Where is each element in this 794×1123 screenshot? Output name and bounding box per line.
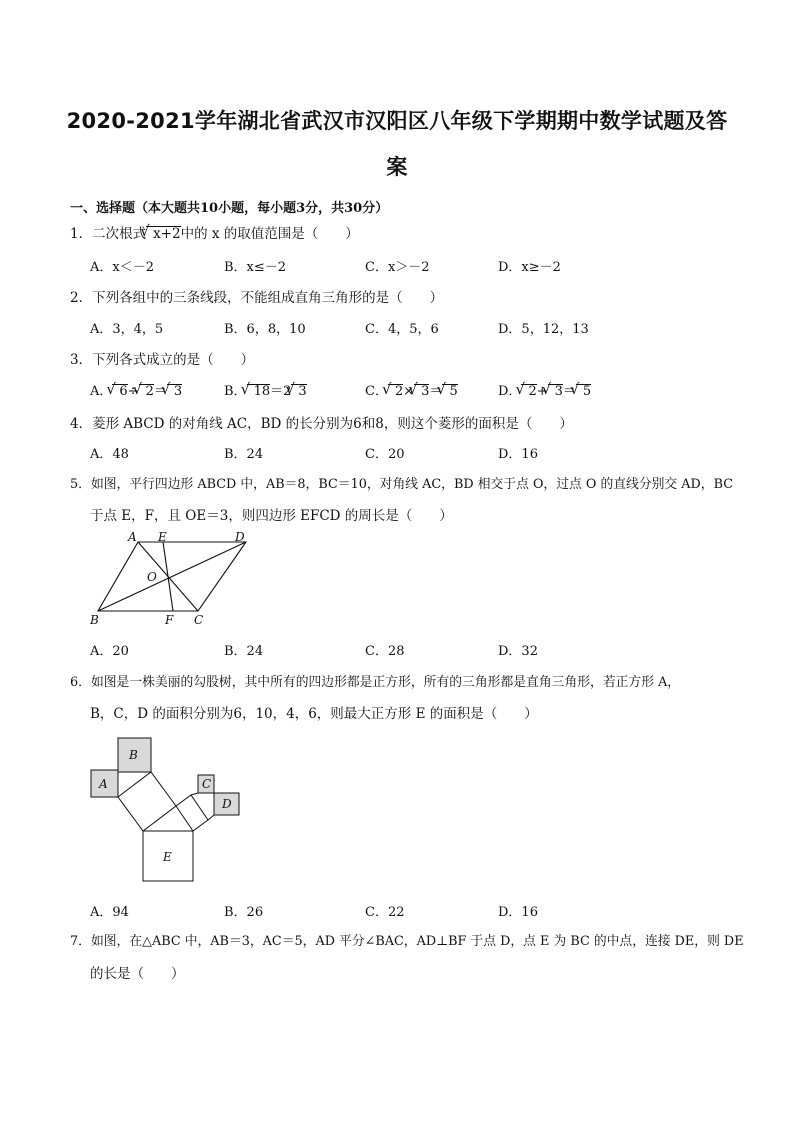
label-sq-e: E (163, 850, 172, 864)
q5-option-d[interactable]: D．32 (498, 644, 538, 659)
q6-option-a[interactable]: A．94 (90, 905, 129, 920)
q4-option-d[interactable]: D．16 (498, 447, 538, 462)
question-6-line-1: 6．如图是一株美丽的勾股树，其中所有的四边形都是正方形，所有的三角形都是直角三角形，若正方形 A， (70, 675, 681, 690)
label-a: A (128, 532, 137, 544)
q1-suffix: 中的 x 的取值范围是（ ） (180, 226, 359, 242)
q6-option-d[interactable]: D．16 (498, 905, 538, 920)
q3-option-a[interactable]: A．√ 6÷√ 2＝√ 3 (90, 380, 182, 399)
label-c: C (194, 613, 204, 627)
q2-option-a[interactable]: A．3，4，5 (90, 322, 164, 337)
title-line-2: 案 (386, 155, 408, 179)
q6-option-c[interactable]: C．22 (365, 905, 405, 920)
label-b: B (90, 613, 99, 627)
label-sq-a: A (99, 777, 108, 791)
q2-option-c[interactable]: C．4，5，6 (365, 322, 439, 337)
q6-option-b[interactable]: B．26 (224, 905, 264, 920)
question-5-line-1: 5．如图，平行四边形 ABCD 中，AB＝8，BC＝10，对角线 AC，BD 相交于点 O，过点 O 的直线分别交 AD，BC (70, 477, 734, 492)
question-7-line-1: 7．如图，在△ABC 中，AB＝3，AC＝5，AD 平分∠BAC，AD⊥BF 于点 D，点 E 为 BC 的中点，连接 DE，则 DE (70, 934, 744, 949)
q1-option-c[interactable]: C．x＞－2 (365, 260, 430, 275)
q2-option-b[interactable]: B．6，8，10 (224, 322, 306, 337)
label-sq-b: B (129, 748, 138, 762)
question-4: 4．菱形 ABCD 的对角线 AC，BD 的长分别为6和8，则这个菱形的面积是（ ） (70, 416, 573, 432)
q5-option-c[interactable]: C．28 (365, 644, 405, 659)
question-7-line-2: 的长是（ ） (90, 966, 185, 982)
q1-option-a[interactable]: A．x＜－2 (90, 260, 154, 275)
question-6-line-2: B，C，D 的面积分别为6，10，4，6，则最大正方形 E 的面积是（ ） (90, 706, 538, 722)
q1-option-d[interactable]: D．x≥－2 (498, 260, 561, 275)
label-sq-d: D (222, 797, 232, 811)
q4-option-c[interactable]: C．20 (365, 447, 405, 462)
q1-radical: √ x+2 (146, 226, 181, 241)
question-2: 2．下列各组中的三条线段，不能组成直角三角形的是（ ） (70, 290, 444, 306)
label-e: E (158, 532, 167, 544)
question-1 (70, 222, 359, 242)
pythagoras-tree-figure (88, 735, 248, 885)
q3-option-d[interactable]: D．√ 2+√ 3＝√ 5 (498, 380, 591, 399)
q1-option-b[interactable]: B．x≤－2 (224, 260, 287, 275)
question-3: 3．下列各式成立的是（ ） (70, 352, 255, 368)
label-o: O (147, 570, 157, 584)
section-heading: 一、选择题（本大题共10小题，每小题3分，共30分） (70, 201, 389, 216)
q5-option-b[interactable]: B．24 (224, 644, 264, 659)
question-5-line-2: 于点 E，F，且 OE＝3，则四边形 EFCD 的周长是（ ） (90, 508, 453, 524)
q4-option-a[interactable]: A．48 (90, 447, 129, 462)
title-line-1: 2020-2021学年湖北省武汉市汉阳区八年级下学期期中数学试题及答 (66, 109, 728, 133)
label-f: F (165, 613, 174, 627)
q3-option-c[interactable]: C．√ 2×√ 3＝√ 5 (365, 380, 458, 399)
q2-option-d[interactable]: D．5，12，13 (498, 322, 589, 337)
parallelogram-figure (88, 532, 268, 632)
q4-option-b[interactable]: B．24 (224, 447, 264, 462)
q1-prefix: 1．二次根式 (70, 226, 147, 242)
q5-option-a[interactable]: A．20 (90, 644, 129, 659)
document-title (60, 98, 734, 190)
q3-option-b[interactable]: B．√ 18＝2√ 3 (224, 380, 307, 399)
label-sq-c: C (202, 777, 212, 791)
label-d: D (235, 532, 245, 544)
